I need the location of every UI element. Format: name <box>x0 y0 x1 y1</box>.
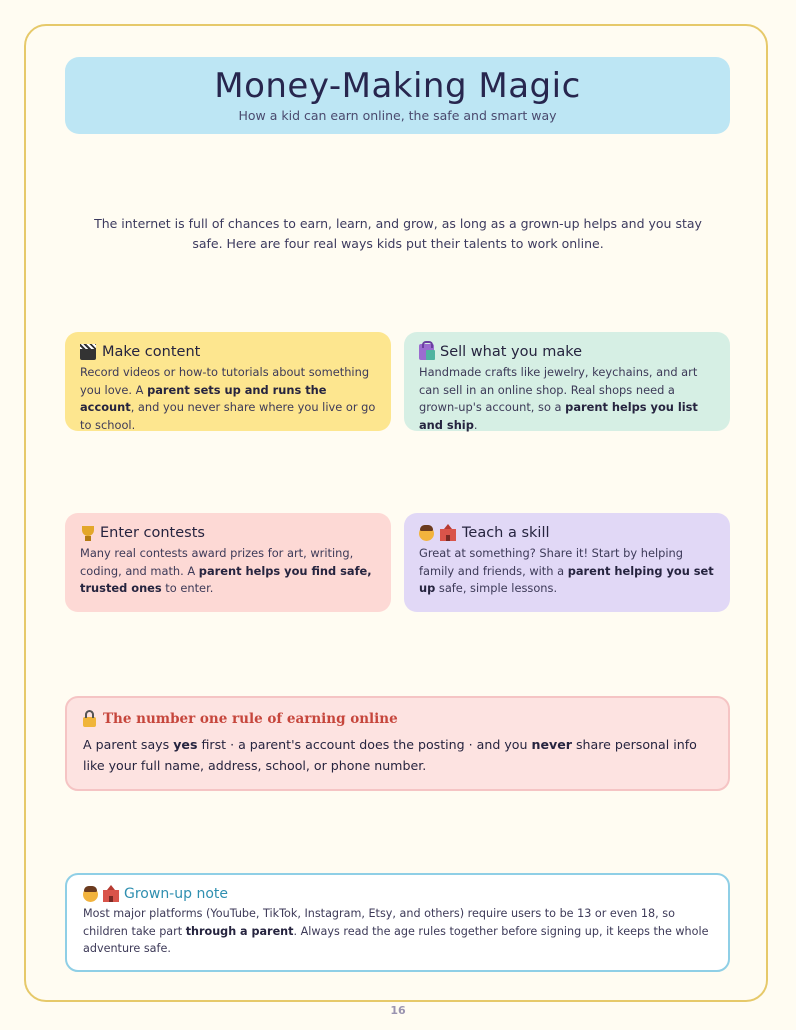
page-subtitle: How a kid can earn online, the safe and smart way <box>238 108 557 123</box>
student-icon <box>419 526 434 541</box>
card-text: Record videos or how-to tutorials about something you love. A parent sets up and runs the account, and you never share where you live or go to school. <box>80 365 376 432</box>
shopping-bags-icon <box>419 344 434 360</box>
note-title: Grown-up note <box>124 886 228 902</box>
rule-title: The number one rule of earning online <box>103 711 398 727</box>
card-text: Great at something? Share it! Start by helping family and friends, with a parent helping you set up safe, simple lessons. <box>419 546 714 596</box>
school-icon <box>440 529 456 541</box>
page-number: 16 <box>390 1004 406 1017</box>
card-title: Sell what you make <box>440 344 583 360</box>
card-text: Many real contests award prizes for art, writing, coding, and math. A parent helps you find safe, trusted ones to enter. <box>80 546 372 596</box>
student-icon <box>83 887 98 902</box>
title-banner <box>65 57 730 134</box>
card-text: Handmade crafts like jewelry, keychains, and art can sell in an online shop. Real shops need a grown-up's account, so a parent helps you list and ship. <box>419 365 698 432</box>
card-title: Make content <box>102 344 201 360</box>
card-sell-what-you-make <box>404 332 730 431</box>
card-title: Teach a skill <box>462 525 550 541</box>
rule-text: A parent says yes first · a parent's account does the posting · and you never share personal info like your full name, address, school, or phone number. <box>83 737 697 773</box>
lock-icon <box>83 717 96 727</box>
card-enter-contests <box>65 513 391 612</box>
note-text: Most major platforms (YouTube, TikTok, Instagram, Etsy, and others) require users to be 13 or even 18, so children take part through a parent. Always read the age rules together before signing up, it keeps the whole adventure safe. <box>83 907 709 956</box>
grown-up-note <box>65 873 730 972</box>
intro-paragraph: The internet is full of chances to earn, learn, and grow, as long as a grown-up helps and you stay safe. Here are four real ways kids put their talents to work online. <box>94 216 702 251</box>
page-title: Money-Making Magic <box>214 66 581 106</box>
card-title: Enter contests <box>100 525 205 541</box>
clapper-board-icon <box>80 344 96 360</box>
rule-callout <box>65 696 730 791</box>
school-icon <box>103 890 119 902</box>
card-make-content <box>65 332 391 431</box>
card-teach-a-skill <box>404 513 730 612</box>
trophy-icon <box>82 526 94 536</box>
